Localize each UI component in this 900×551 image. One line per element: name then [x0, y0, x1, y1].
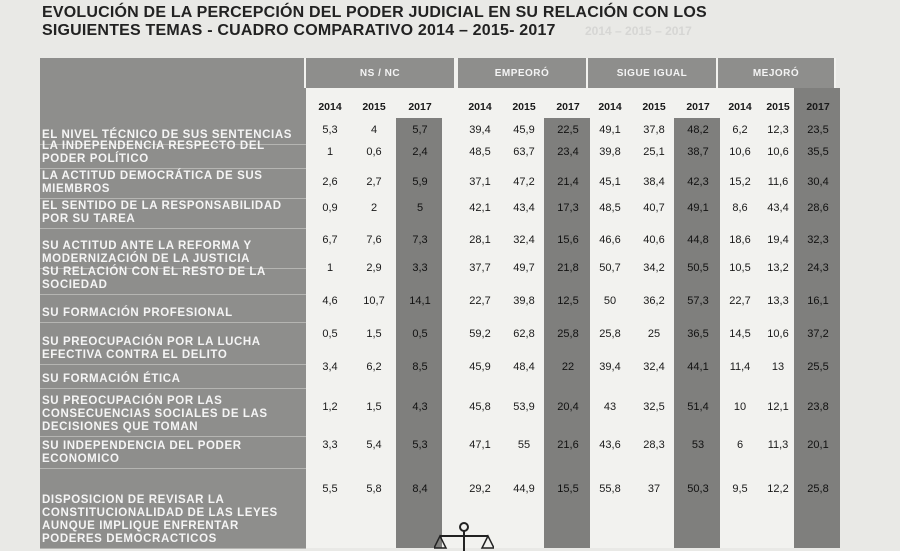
table-cell: 10: [733, 401, 747, 413]
table-cell: 53: [691, 439, 705, 451]
table-cell: 42,3: [687, 176, 709, 188]
table-cell: 12,2: [767, 483, 789, 495]
row-separator: [40, 548, 306, 549]
table-cell: 34,2: [643, 262, 665, 274]
table-cell: 7,3: [412, 234, 428, 246]
table-cell: 40,6: [643, 234, 665, 246]
table-cell: 1,5: [366, 328, 382, 340]
table-cell: 13,3: [767, 295, 789, 307]
table-cell: 7,6: [366, 234, 382, 246]
table-cell: 48,4: [513, 361, 535, 373]
group-header: NS / NC: [306, 58, 454, 88]
year-header: 2014: [318, 101, 342, 113]
table-cell: 50,5: [687, 262, 709, 274]
table-cell: 3,4: [322, 361, 338, 373]
table-cell: 1,5: [366, 401, 382, 413]
table-cell: 43,6: [599, 439, 621, 451]
table-cell: 20,1: [807, 439, 829, 451]
year-header: 2015: [642, 101, 666, 113]
title-line-1: EVOLUCIÓN DE LA PERCEPCIÓN DEL PODER JUDICIAL EN SU RELACIÓN CON LOS: [42, 4, 707, 21]
table-cell: 37,1: [469, 176, 491, 188]
year-header: 2017: [408, 101, 432, 113]
table-cell: 17,3: [557, 202, 579, 214]
table-cell: 37,8: [643, 124, 665, 136]
table-cell: 9,5: [732, 483, 748, 495]
table-cell: 12,1: [767, 401, 789, 413]
table-cell: 45,9: [469, 361, 491, 373]
table-cell: 25,5: [807, 361, 829, 373]
table-cell: 2,9: [366, 262, 382, 274]
table-cell: 25: [647, 328, 661, 340]
table-cell: 25,8: [807, 483, 829, 495]
table-cell: 0,9: [322, 202, 338, 214]
row-label: LA ACTITUD DEMOCRÁTICA DE SUS MIEMBROS: [42, 170, 263, 195]
table-cell: 4,3: [412, 401, 428, 413]
table-cell: 4: [370, 124, 378, 136]
table-cell: 13: [771, 361, 785, 373]
table-cell: 22,7: [729, 295, 751, 307]
bleed-through-text: 2014 – 2015 – 2017: [585, 24, 692, 38]
table-cell: 55,8: [599, 483, 621, 495]
table-cell: 36,5: [687, 328, 709, 340]
table-cell: 3,3: [322, 439, 338, 451]
table-cell: 21,4: [557, 176, 579, 188]
table-cell: 45,1: [599, 176, 621, 188]
year-header: 2015: [362, 101, 386, 113]
table-cell: 32,4: [513, 234, 535, 246]
table-cell: 0,6: [366, 146, 382, 158]
table-cell: 23,5: [807, 124, 829, 136]
table-cell: 10,6: [767, 328, 789, 340]
table-cell: 2,6: [322, 176, 338, 188]
table-cell: 4,6: [322, 295, 338, 307]
table-cell: 24,3: [807, 262, 829, 274]
table-cell: 5,7: [412, 124, 428, 136]
table-cell: 57,3: [687, 295, 709, 307]
table-cell: 5,5: [322, 483, 338, 495]
table-cell: 28,1: [469, 234, 491, 246]
table-cell: 53,9: [513, 401, 535, 413]
row-label: SU FORMACIÓN PROFESIONAL: [42, 307, 233, 319]
table-cell: 5: [416, 202, 424, 214]
table-cell: 5,9: [412, 176, 428, 188]
table-cell: 59,2: [469, 328, 491, 340]
table-cell: 20,4: [557, 401, 579, 413]
table-cell: 8,5: [412, 361, 428, 373]
year-header: 2017: [556, 101, 580, 113]
table-cell: 10,5: [729, 262, 751, 274]
table-cell: 12,3: [767, 124, 789, 136]
table-cell: 45,9: [513, 124, 535, 136]
table-cell: 43: [603, 401, 617, 413]
table-cell: 28,6: [807, 202, 829, 214]
table-cell: 14,1: [409, 295, 431, 307]
table-cell: 37,7: [469, 262, 491, 274]
row-label: DISPOSICION DE REVISAR LA CONSTITUCIONALIDAD DE LAS LEYES AUNQUE IMPLIQUE ENFRENTAR PODERES DEMOCRACTICOS: [42, 494, 278, 545]
table-cell: 39,8: [599, 146, 621, 158]
table-cell: 6,2: [366, 361, 382, 373]
table-cell: 18,6: [729, 234, 751, 246]
table-cell: 43,4: [513, 202, 535, 214]
document-title: [42, 4, 862, 40]
table-cell: 44,9: [513, 483, 535, 495]
table-cell: 23,4: [557, 146, 579, 158]
scales-of-justice-icon: [434, 522, 494, 551]
table-cell: 28,3: [643, 439, 665, 451]
table-cell: 14,5: [729, 328, 751, 340]
table-cell: 5,4: [366, 439, 382, 451]
table-cell: 62,8: [513, 328, 535, 340]
table-cell: 37: [647, 483, 661, 495]
table-cell: 49,7: [513, 262, 535, 274]
table-cell: 5,8: [366, 483, 382, 495]
table-cell: 25,8: [557, 328, 579, 340]
year-header: 2017: [806, 101, 830, 113]
table-cell: 1: [326, 146, 334, 158]
row-label: EL NIVEL TÉCNICO DE SUS SENTENCIAS: [42, 129, 293, 141]
comparison-table: [40, 58, 836, 548]
table-cell: 22,5: [557, 124, 579, 136]
table-cell: 0,5: [322, 328, 338, 340]
table-cell: 19,4: [767, 234, 789, 246]
row-label: SU PREOCUPACIÓN POR LA LUCHA EFECTIVA CONTRA EL DELITO: [42, 336, 261, 361]
table-cell: 51,4: [687, 401, 709, 413]
table-cell: 44,8: [687, 234, 709, 246]
table-cell: 63,7: [513, 146, 535, 158]
table-cell: 48,5: [469, 146, 491, 158]
group-header: MEJORÓ: [718, 58, 834, 88]
table-cell: 21,6: [557, 439, 579, 451]
row-label: EL SENTIDO DE LA RESPONSABILIDAD POR SU TAREA: [42, 200, 282, 225]
year-header: 2015: [766, 101, 790, 113]
table-cell: 5,3: [412, 439, 428, 451]
table-cell: 49,1: [687, 202, 709, 214]
table-cell: 48,5: [599, 202, 621, 214]
year-header: 2014: [598, 101, 622, 113]
table-cell: 3,3: [412, 262, 428, 274]
table-cell: 38,4: [643, 176, 665, 188]
title-line-2: SIGUIENTES TEMAS - CUADRO COMPARATIVO 2014 – 2015- 2017: [42, 22, 556, 39]
group-header: SIGUE IGUAL: [588, 58, 716, 88]
table-cell: 35,5: [807, 146, 829, 158]
table-cell: 10,6: [767, 146, 789, 158]
row-label: SU ACTITUD ANTE LA REFORMA Y MODERNIZACIÓN DE LA JUSTICIA: [42, 240, 252, 265]
row-label: SU PREOCUPACIÓN POR LAS CONSECUENCIAS SOCIALES DE LAS DECISIONES QUE TOMAN: [42, 395, 268, 433]
group-header: EMPEORÓ: [458, 58, 586, 88]
table-cell: 25,8: [599, 328, 621, 340]
year-header: 2014: [728, 101, 752, 113]
table-cell: 36,2: [643, 295, 665, 307]
table-cell: 32,5: [643, 401, 665, 413]
table-cell: 30,4: [807, 176, 829, 188]
year-header: 2017: [686, 101, 710, 113]
table-cell: 55: [517, 439, 531, 451]
table-cell: 23,8: [807, 401, 829, 413]
row-label: SU FORMACIÓN ÉTICA: [42, 373, 181, 385]
table-cell: 39,8: [513, 295, 535, 307]
table-cell: 8,6: [732, 202, 748, 214]
table-cell: 50,7: [599, 262, 621, 274]
table-cell: 50,3: [687, 483, 709, 495]
table-cell: 25,1: [643, 146, 665, 158]
row-label: LA INDEPENDENCIA RESPECTO DEL PODER POLÍTICO: [42, 140, 265, 165]
table-cell: 6: [736, 439, 744, 451]
table-cell: 11,3: [767, 439, 789, 451]
table-cell: 8,4: [412, 483, 428, 495]
table-cell: 32,3: [807, 234, 829, 246]
row-label: SU RELACIÓN CON EL RESTO DE LA SOCIEDAD: [42, 266, 266, 291]
table-cell: 11,6: [767, 176, 789, 188]
table-cell: 15,5: [557, 483, 579, 495]
table-cell: 44,1: [687, 361, 709, 373]
table-cell: 49,1: [599, 124, 621, 136]
table-cell: 10,6: [729, 146, 751, 158]
table-cell: 10,7: [363, 295, 385, 307]
table-cell: 5,3: [322, 124, 338, 136]
table-cell: 43,4: [767, 202, 789, 214]
table-cell: 6,2: [732, 124, 748, 136]
year-header: 2015: [512, 101, 536, 113]
table-cell: 40,7: [643, 202, 665, 214]
table-cell: 6,7: [322, 234, 338, 246]
table-cell: 39,4: [599, 361, 621, 373]
table-cell: 22,7: [469, 295, 491, 307]
table-cell: 16,1: [807, 295, 829, 307]
table-cell: 48,2: [687, 124, 709, 136]
row-label: SU INDEPENDENCIA DEL PODER ECONOMICO: [42, 440, 242, 465]
table-cell: 32,4: [643, 361, 665, 373]
table-cell: 29,2: [469, 483, 491, 495]
table-cell: 1,2: [322, 401, 338, 413]
table-cell: 1: [326, 262, 334, 274]
table-cell: 37,2: [807, 328, 829, 340]
table-cell: 0,5: [412, 328, 428, 340]
table-cell: 22: [561, 361, 575, 373]
table-cell: 2: [370, 202, 378, 214]
table-cell: 15,2: [729, 176, 751, 188]
table-cell: 2,7: [366, 176, 382, 188]
table-cell: 39,4: [469, 124, 491, 136]
table-cell: 50: [603, 295, 617, 307]
label-header-block: [40, 58, 304, 88]
table-cell: 47,2: [513, 176, 535, 188]
table-cell: 21,8: [557, 262, 579, 274]
table-cell: 15,6: [557, 234, 579, 246]
table-cell: 42,1: [469, 202, 491, 214]
table-cell: 13,2: [767, 262, 789, 274]
table-cell: 47,1: [469, 439, 491, 451]
table-cell: 46,6: [599, 234, 621, 246]
table-cell: 12,5: [557, 295, 579, 307]
table-cell: 2,4: [412, 146, 428, 158]
table-cell: 38,7: [687, 146, 709, 158]
table-cell: 11,4: [729, 361, 751, 373]
year-header: 2014: [468, 101, 492, 113]
table-cell: 45,8: [469, 401, 491, 413]
